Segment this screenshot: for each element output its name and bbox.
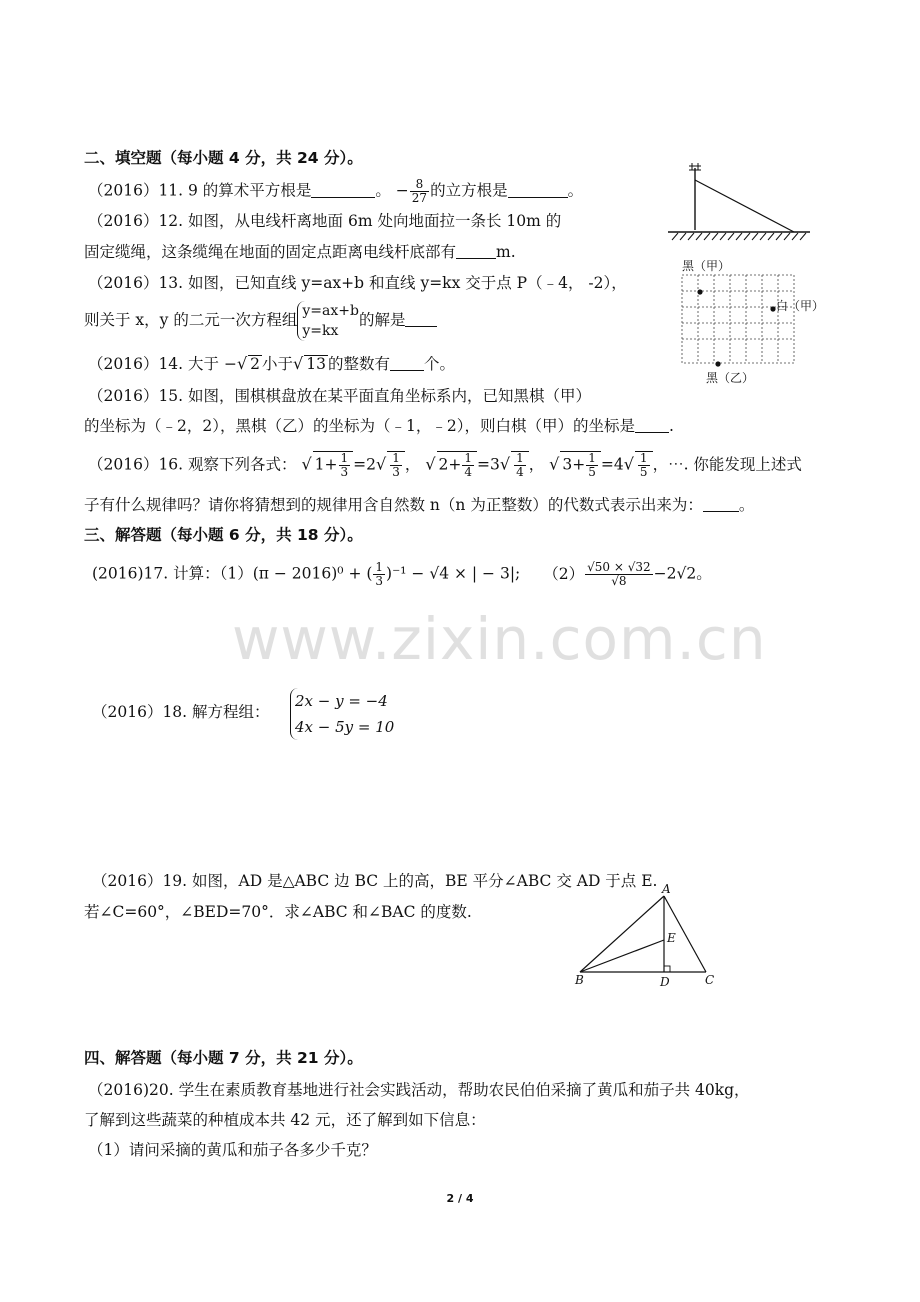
q12-blank xyxy=(456,244,496,259)
watermark: www.zixin.com.cn xyxy=(232,605,767,673)
vertex-A: A xyxy=(662,882,671,896)
triangle-figure xyxy=(572,886,722,990)
q17-fraction: $\frac{√50 \times √32}{√8}$ xyxy=(587,560,651,588)
section-2-heading: 二、填空题（每小题 4 分，共 24 分）。 xyxy=(84,149,363,167)
q13-equation-system: y=ax+b y=kx xyxy=(297,301,359,341)
black-stone-jia xyxy=(697,289,702,294)
white-stone-jia xyxy=(770,306,775,311)
q11-blank-1 xyxy=(311,183,375,198)
q18-label: （2016）18. 解方程组： xyxy=(92,703,270,721)
black-stone-yi xyxy=(715,361,720,366)
q13-line-2: 则关于 x，y 的二元一次方程组 y=ax+b y=kx 的解是 xyxy=(84,301,437,341)
q16-line-1: （2016）16. 观察下列各式： √ 1+ $\frac{1}{3}$ =2√ $\frac{1}{3}$ ， √ 2+ $\frac{1}{4}$ =3√ $\frac{1}{4}$ ， √ 3+ $\frac{1}{5}$ =4√ $\frac{1}{5}$ ，⋯. 你能发现上述式 xyxy=(88,451,802,479)
question-14: （2016）14. 大于 −√ 2 小于√ 13 的整数有 个。 xyxy=(88,354,456,373)
q13-blank xyxy=(405,312,437,327)
q16-line-2: 子有什么规律吗？请你将猜想到的规律用含自然数 n（n 为正整数）的代数式表示出来为： 。 xyxy=(84,496,755,514)
vertex-B: B xyxy=(575,973,584,987)
vertex-C: C xyxy=(705,973,715,987)
q19-line-2: 若∠C=60°，∠BED=70°．求∠ABC 和∠BAC 的度数. xyxy=(84,903,472,921)
board-label-black-jia: 黑（甲） xyxy=(682,259,731,273)
q15-line-2: 的坐标为（﹣2，2），黑棋（乙）的坐标为（﹣1，﹣2），则白棋（甲）的坐标是 . xyxy=(84,417,674,435)
q11-text-d: 。 xyxy=(567,181,584,200)
vertex-E: E xyxy=(667,931,676,945)
q12-line-2: 固定缆绳，这条缆绳在地面的固定点距离电线杆底部有 m. xyxy=(84,243,516,261)
pole-cable-figure xyxy=(668,160,814,242)
q11-text-a: （2016）11. 9 的算术平方根是 xyxy=(88,181,312,200)
q19-line-1: （2016）19. 如图，AD 是△ABC 边 BC 上的高，BE 平分∠ABC 交 AD 于点 E. xyxy=(92,872,658,890)
question-11: （2016）11. 9 的算术平方根是 。 − $\frac{8}{27}$ 的立方根是 。 xyxy=(88,177,584,205)
vertex-D: D xyxy=(660,975,670,989)
board-label-black-yi: 黑（乙） xyxy=(706,371,755,385)
section-3-heading: 三、解答题（每小题 6 分，共 18 分）。 xyxy=(84,526,363,544)
q15-blank xyxy=(635,418,669,433)
q20-line-3: （1）请问采摘的黄瓜和茄子各多少千克？ xyxy=(88,1141,377,1159)
q18-equation-system: 2x − y = −4 4x − 5y = 10 xyxy=(290,688,394,740)
q11-fraction: $\frac{8}{27}$ xyxy=(411,177,428,205)
q11-blank-2 xyxy=(508,183,568,198)
q11-text-b: 。 xyxy=(375,181,391,200)
q12-line-1: （2016）12. 如图，从电线杆离地面 6m 处向地面拉一条长 10m 的 xyxy=(88,212,562,230)
q11-text-c: 的立方根是 xyxy=(430,181,508,200)
question-17: (2016)17. 计算：（1）(π − 2016)⁰ + ( $\frac{1}{3}$ )⁻¹ − √4 × | − 3|; （2） $\frac{√50 \times √32}{√8}$ −2√2。 xyxy=(92,560,712,588)
q13-line-1: （2016）13. 如图，已知直线 y=ax+b 和直线 y=kx 交于点 P（﹣4， -2）， xyxy=(88,274,627,292)
section-4-heading: 四、解答题（每小题 7 分，共 21 分）。 xyxy=(84,1049,363,1067)
go-board-figure xyxy=(680,272,800,368)
q16-blank xyxy=(703,497,739,512)
board-label-white-jia: 白（甲） xyxy=(776,299,825,313)
q20-line-2: 了解到这些蔬菜的种植成本共 42 元，还了解到如下信息： xyxy=(84,1111,486,1129)
q15-line-1: （2016）15. 如图，围棋棋盘放在某平面直角坐标系内，已知黑棋（甲） xyxy=(88,387,592,405)
page-number: 2 / 4 xyxy=(446,1192,474,1205)
q20-line-1: （2016)20. 学生在素质教育基地进行社会实践活动，帮助农民伯伯采摘了黄瓜和茄子共 40kg， xyxy=(88,1081,750,1099)
q14-blank xyxy=(390,356,424,371)
